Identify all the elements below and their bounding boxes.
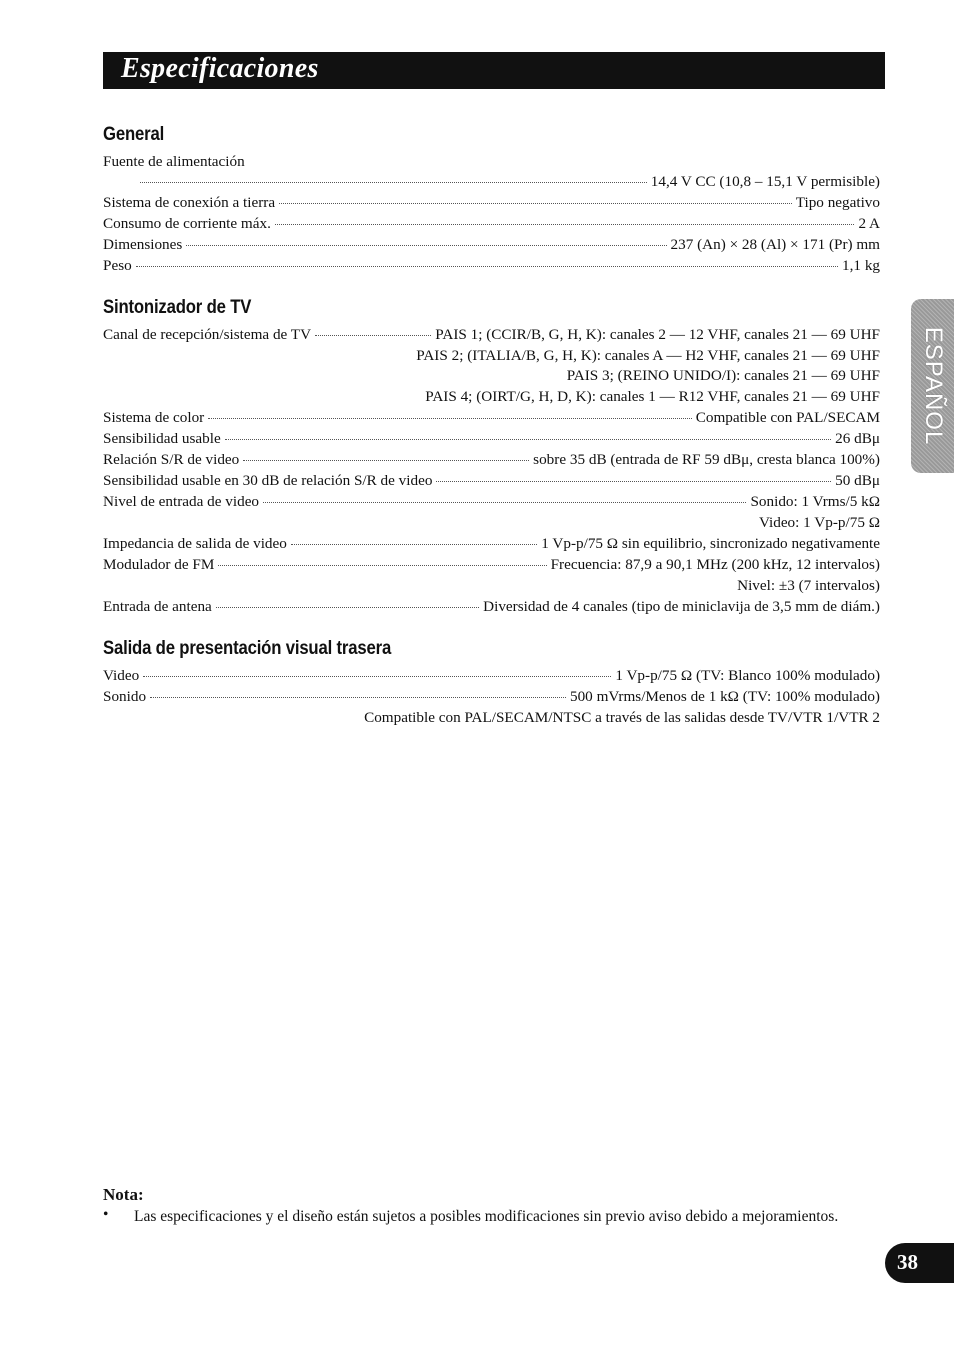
spec-row	[103, 408, 880, 428]
spec-continuation: PAIS 4; (OIRT/G, H, D, K): canales 1 — R12 VHF, canales 21 — 69 UHF	[425, 388, 880, 405]
spec-value: 1,1 kg	[842, 257, 880, 274]
dot-leader	[275, 224, 855, 225]
spec-row	[103, 152, 880, 172]
language-side-tab	[911, 299, 954, 473]
page-title: Especificaciones	[121, 53, 319, 84]
spec-value: 50 dBμ	[835, 472, 880, 489]
section-heading-rear-display-output: Salida de presentación visual trasera	[103, 638, 392, 659]
dot-leader	[216, 607, 479, 608]
dot-leader	[263, 502, 746, 503]
spec-row	[103, 555, 880, 575]
dot-leader	[218, 565, 546, 566]
spec-value: PAIS 1; (CCIR/B, G, H, K): canales 2 — 12 VHF, canales 21 — 69 UHF	[435, 326, 880, 343]
spec-label: Sistema de conexión a tierra	[103, 194, 276, 211]
spec-value: 1 Vp-p/75 Ω sin equilibrio, sincronizado negativamente	[541, 535, 880, 552]
dot-leader	[186, 245, 666, 246]
section-heading-general: General	[103, 124, 165, 145]
language-tab-label: ESPAÑOL	[919, 326, 947, 446]
spec-row	[103, 597, 880, 617]
spec-label: Fuente de alimentación	[103, 153, 245, 170]
bullet-marker: •	[103, 1206, 109, 1223]
spec-label: Sensibilidad usable en 30 dB de relación S/R de video	[103, 472, 433, 489]
spec-value: 500 mVrms/Menos de 1 kΩ (TV: 100% modulado)	[569, 688, 880, 705]
spec-value: Diversidad de 4 canales (tipo de miniclavija de 3,5 mm de diám.)	[483, 598, 880, 615]
spec-continuation: PAIS 3; (REINO UNIDO/I): canales 21 — 69 UHF	[566, 367, 880, 384]
spec-label: Modulador de FM	[103, 556, 215, 573]
dot-leader	[279, 203, 792, 204]
spec-row	[103, 666, 880, 686]
note-heading: Nota:	[103, 1185, 144, 1204]
dot-leader	[143, 676, 611, 677]
dot-leader	[291, 544, 537, 545]
spec-label: Sistema de color	[103, 409, 205, 426]
spec-value: Frecuencia: 87,9 a 90,1 MHz (200 kHz, 12 intervalos)	[550, 556, 880, 573]
spec-label: Sonido	[103, 688, 147, 705]
spec-row	[103, 450, 880, 470]
dot-leader	[150, 697, 566, 698]
dot-leader	[208, 418, 692, 419]
spec-value: 26 dBμ	[835, 430, 880, 447]
page-number-badge	[885, 1243, 954, 1283]
page-number: 38	[897, 1250, 918, 1274]
spec-value: Compatible con PAL/SECAM	[695, 409, 880, 426]
title-banner	[103, 52, 885, 89]
spec-label: Entrada de antena	[103, 598, 212, 615]
spec-row	[103, 214, 880, 234]
spec-value: Sonido: 1 Vrms/5 kΩ	[750, 493, 880, 510]
dot-leader	[136, 266, 838, 267]
spec-label: Impedancia de salida de video	[103, 535, 287, 552]
spec-row	[103, 429, 880, 449]
spec-continuation: Nivel: ±3 (7 intervalos)	[737, 577, 880, 594]
dot-leader	[243, 460, 529, 461]
spec-label: Video	[103, 667, 140, 684]
spec-label: Dimensiones	[103, 236, 183, 253]
dot-leader	[315, 335, 431, 336]
spec-row	[103, 193, 880, 213]
spec-value: 14,4 V CC (10,8 – 15,1 V permisible)	[650, 173, 880, 190]
spec-label: Peso	[103, 257, 132, 274]
spec-value: 237 (An) × 28 (Al) × 171 (Pr) mm	[670, 236, 880, 253]
spec-row	[140, 172, 880, 192]
spec-continuation: Video: 1 Vp-p/75 Ω	[758, 514, 880, 531]
spec-row	[103, 256, 880, 276]
dot-leader	[140, 182, 647, 183]
spec-row	[103, 687, 880, 707]
spec-continuation: Compatible con PAL/SECAM/NTSC a través de las salidas desde TV/VTR 1/VTR 2	[364, 709, 880, 726]
dot-leader	[225, 439, 831, 440]
spec-value: Tipo negativo	[795, 194, 880, 211]
spec-row	[103, 534, 880, 554]
note-text: Las especificaciones y el diseño están sujetos a posibles modificaciones sin previo aviso debido a mejoramientos.	[134, 1208, 839, 1225]
spec-row	[103, 235, 880, 255]
spec-label: Sensibilidad usable	[103, 430, 221, 447]
spec-label: Consumo de corriente máx.	[103, 215, 271, 232]
spec-label: Relación S/R de video	[103, 451, 240, 468]
dot-leader	[436, 481, 831, 482]
section-heading-tv-tuner: Sintonizador de TV	[103, 297, 252, 318]
spec-continuation: PAIS 2; (ITALIA/B, G, H, K): canales A — H2 VHF, canales 21 — 69 UHF	[416, 347, 880, 364]
spec-row	[103, 325, 880, 345]
spec-label: Nivel de entrada de video	[103, 493, 260, 510]
spec-value: sobre 35 dB (entrada de RF 59 dBμ, cresta blanca 100%)	[533, 451, 880, 468]
spec-label: Canal de recepción/sistema de TV	[103, 326, 312, 343]
spec-value: 2 A	[858, 215, 880, 232]
spec-row	[103, 492, 880, 512]
spec-row	[103, 471, 880, 491]
spec-value: 1 Vp-p/75 Ω (TV: Blanco 100% modulado)	[615, 667, 880, 684]
